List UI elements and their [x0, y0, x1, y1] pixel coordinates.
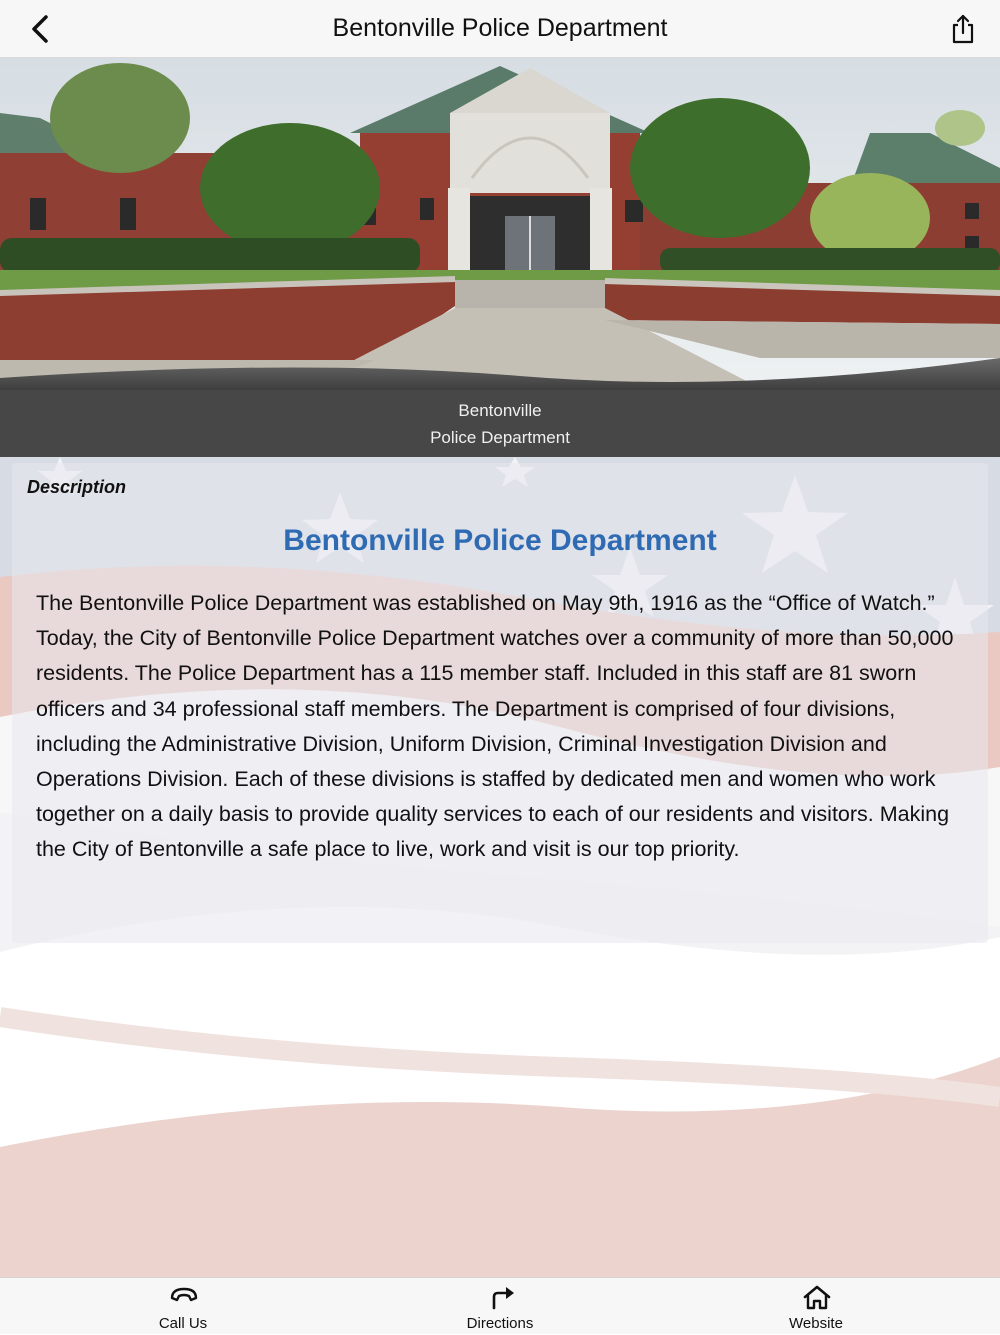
navigation-bar	[0, 0, 1000, 58]
turn-right-arrow-icon	[486, 1284, 516, 1310]
tab-label-call-us: Call Us	[158, 1315, 208, 1332]
hero-caption	[0, 390, 1000, 457]
description-label: Description	[27, 477, 127, 497]
tab-website[interactable]	[716, 1278, 916, 1335]
page-title: Bentonville Police Department	[332, 14, 668, 42]
share-button[interactable]	[946, 12, 980, 46]
description-body: The Bentonville Police Department was established on May 9th, 1916 as the “Office of Watch.” Today, the City of Bentonville Police Department watches over a community of more than 50,000 residents. The Police Department has a 115 member staff. Included in this staff are 81 sworn officers and 34 professional staff members. The Department is comprised of four divisions, including the Administrative Division, Uniform Division, Criminal Investigation Division and Operations Division. Each of these divisions is staffed by dedicated men and women who work together on a daily basis to provide quality services to each of our residents and visitors. Making the City of Bentonville a safe place to live, work and visit is our top priority.	[36, 591, 954, 862]
caption-line-2: Police Department	[430, 428, 570, 447]
bottom-tab-bar	[0, 1277, 1000, 1334]
hero-photo	[0, 58, 1000, 390]
tab-directions[interactable]	[400, 1278, 600, 1335]
tab-label-directions: Directions	[466, 1315, 534, 1332]
share-icon	[946, 12, 980, 46]
caption-line-1: Bentonville	[458, 401, 542, 420]
tab-label-website: Website	[789, 1315, 843, 1332]
phone-icon	[169, 1284, 199, 1310]
home-icon	[802, 1284, 832, 1310]
tab-call-us[interactable]	[83, 1278, 283, 1335]
description-heading: Bentonville Police Department	[283, 524, 717, 557]
